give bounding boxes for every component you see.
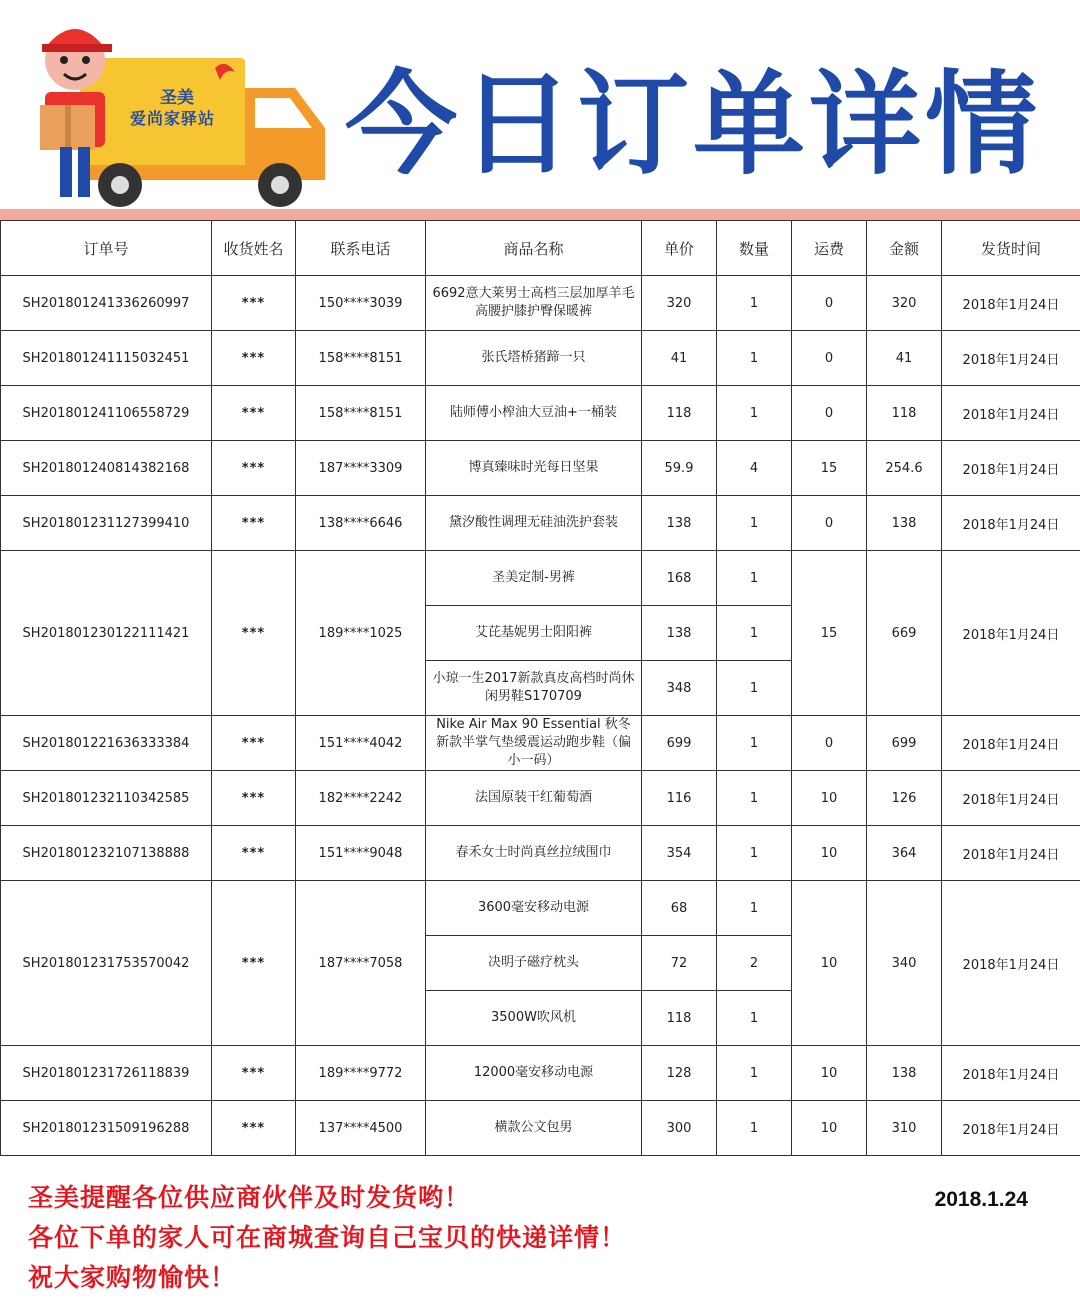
unit-price-cell: 41 <box>642 331 717 386</box>
phone-cell: 189****1025 <box>296 551 426 716</box>
freight-cell: 10 <box>792 1046 867 1101</box>
ship-date-cell: 2018年1月24日 <box>942 551 1080 716</box>
amount-cell: 699 <box>867 716 942 771</box>
freight-cell: 10 <box>792 1101 867 1156</box>
unit-price-cell: 72 <box>642 936 717 991</box>
table-row <box>1 276 1080 331</box>
quantity-cell: 1 <box>717 1101 792 1156</box>
freight-cell: 0 <box>792 386 867 441</box>
goods-name-cell: 决明子磁疗枕头 <box>426 936 642 991</box>
amount-cell: 138 <box>867 1046 942 1101</box>
recipient-name-cell: *** <box>212 1046 296 1101</box>
freight-cell: 10 <box>792 881 867 1046</box>
order-id-cell: SH201801231726118839 <box>1 1046 212 1101</box>
amount-cell: 310 <box>867 1101 942 1156</box>
order-id-cell: SH201801241106558729 <box>1 386 212 441</box>
ship-date-cell: 2018年1月24日 <box>942 771 1080 826</box>
page-header <box>0 0 1080 210</box>
table-row <box>1 441 1080 496</box>
col-header-amount: 金额 <box>867 221 942 276</box>
unit-price-cell: 138 <box>642 496 717 551</box>
col-header-order-id: 订单号 <box>1 221 212 276</box>
ship-date-cell: 2018年1月24日 <box>942 881 1080 1046</box>
amount-cell: 41 <box>867 331 942 386</box>
quantity-cell: 1 <box>717 881 792 936</box>
unit-price-cell: 116 <box>642 771 717 826</box>
notice-line-2: 各位下单的家人可在商城查询自己宝贝的快递详情！ <box>28 1223 627 1252</box>
recipient-name-cell: *** <box>212 441 296 496</box>
col-header-name: 收货姓名 <box>212 221 296 276</box>
freight-cell: 10 <box>792 771 867 826</box>
table-row <box>1 716 1080 771</box>
recipient-name-cell: *** <box>212 1101 296 1156</box>
recipient-name-cell: *** <box>212 826 296 881</box>
ship-date-cell: 2018年1月24日 <box>942 496 1080 551</box>
phone-cell: 158****8151 <box>296 331 426 386</box>
unit-price-cell: 348 <box>642 661 717 716</box>
order-id-cell: SH201801240814382168 <box>1 441 212 496</box>
quantity-cell: 1 <box>717 661 792 716</box>
footer-date: 2018.1.24 <box>934 1188 1028 1211</box>
unit-price-cell: 59.9 <box>642 441 717 496</box>
recipient-name-cell: *** <box>212 881 296 1046</box>
freight-cell: 0 <box>792 331 867 386</box>
freight-cell: 10 <box>792 826 867 881</box>
ship-date-cell: 2018年1月24日 <box>942 441 1080 496</box>
quantity-cell: 2 <box>717 936 792 991</box>
phone-cell: 182****2242 <box>296 771 426 826</box>
goods-name-cell: 横款公文包男 <box>426 1101 642 1156</box>
ship-date-cell: 2018年1月24日 <box>942 826 1080 881</box>
goods-name-cell: 3600毫安移动电源 <box>426 881 642 936</box>
goods-name-cell: 法国原装干红葡萄酒 <box>426 771 642 826</box>
phone-cell: 151****9048 <box>296 826 426 881</box>
table-row <box>1 551 1080 606</box>
quantity-cell: 1 <box>717 276 792 331</box>
amount-cell: 126 <box>867 771 942 826</box>
quantity-cell: 4 <box>717 441 792 496</box>
quantity-cell: 1 <box>717 991 792 1046</box>
phone-cell: 187****7058 <box>296 881 426 1046</box>
quantity-cell: 1 <box>717 771 792 826</box>
order-id-cell: SH201801232110342585 <box>1 771 212 826</box>
phone-cell: 187****3309 <box>296 441 426 496</box>
unit-price-cell: 699 <box>642 716 717 771</box>
order-id-cell: SH201801231127399410 <box>1 496 212 551</box>
ship-date-cell: 2018年1月24日 <box>942 716 1080 771</box>
table-row <box>1 331 1080 386</box>
freight-cell: 0 <box>792 716 867 771</box>
unit-price-cell: 128 <box>642 1046 717 1101</box>
recipient-name-cell: *** <box>212 331 296 386</box>
orders-table <box>0 220 1080 1156</box>
unit-price-cell: 118 <box>642 386 717 441</box>
col-header-ship-date: 发货时间 <box>942 221 1080 276</box>
table-row <box>1 1101 1080 1156</box>
amount-cell: 320 <box>867 276 942 331</box>
quantity-cell: 1 <box>717 826 792 881</box>
amount-cell: 138 <box>867 496 942 551</box>
table-row <box>1 826 1080 881</box>
orders-table-body <box>1 276 1080 1156</box>
order-id-cell: SH201801231753570042 <box>1 881 212 1046</box>
unit-price-cell: 354 <box>642 826 717 881</box>
order-id-cell: SH201801221636333384 <box>1 716 212 771</box>
recipient-name-cell: *** <box>212 716 296 771</box>
goods-name-cell: 陆师傅小榨油大豆油+一桶装 <box>426 386 642 441</box>
quantity-cell: 1 <box>717 606 792 661</box>
brand-name: 圣美 <box>160 88 194 108</box>
goods-name-cell: 6692意大莱男士高档三层加厚羊毛高腰护膝护臀保暖裤 <box>426 276 642 331</box>
recipient-name-cell: *** <box>212 496 296 551</box>
ship-date-cell: 2018年1月24日 <box>942 331 1080 386</box>
goods-name-cell: 春禾女士时尚真丝拉绒围巾 <box>426 826 642 881</box>
recipient-name-cell: *** <box>212 551 296 716</box>
table-row <box>1 881 1080 936</box>
col-header-freight: 运费 <box>792 221 867 276</box>
ship-date-cell: 2018年1月24日 <box>942 276 1080 331</box>
phone-cell: 138****6646 <box>296 496 426 551</box>
order-id-cell: SH201801232107138888 <box>1 826 212 881</box>
quantity-cell: 1 <box>717 551 792 606</box>
order-id-cell: SH201801231509196288 <box>1 1101 212 1156</box>
phone-cell: 189****9772 <box>296 1046 426 1101</box>
amount-cell: 118 <box>867 386 942 441</box>
ship-date-cell: 2018年1月24日 <box>942 1046 1080 1101</box>
goods-name-cell: 3500W吹风机 <box>426 991 642 1046</box>
unit-price-cell: 320 <box>642 276 717 331</box>
goods-name-cell: 小琼一生2017新款真皮高档时尚休闲男鞋S170709 <box>426 661 642 716</box>
quantity-cell: 1 <box>717 716 792 771</box>
brand-subtitle: 爱尚家驿站 <box>130 109 216 128</box>
table-row <box>1 771 1080 826</box>
ship-date-cell: 2018年1月24日 <box>942 386 1080 441</box>
unit-price-cell: 138 <box>642 606 717 661</box>
quantity-cell: 1 <box>717 496 792 551</box>
col-header-price: 单价 <box>642 221 717 276</box>
ship-date-cell: 2018年1月24日 <box>942 1101 1080 1156</box>
order-id-cell: SH201801241336260997 <box>1 276 212 331</box>
goods-name-cell: 张氏塔桥猪蹄一只 <box>426 331 642 386</box>
goods-name-cell: 艾芘基妮男士阳阳裤 <box>426 606 642 661</box>
quantity-cell: 1 <box>717 331 792 386</box>
recipient-name-cell: *** <box>212 276 296 331</box>
phone-cell: 151****4042 <box>296 716 426 771</box>
table-row <box>1 496 1080 551</box>
col-header-goods: 商品名称 <box>426 221 642 276</box>
page-title: 今日订单详情 <box>345 60 1041 190</box>
col-header-phone: 联系电话 <box>296 221 426 276</box>
quantity-cell: 1 <box>717 1046 792 1101</box>
amount-cell: 364 <box>867 826 942 881</box>
phone-cell: 137****4500 <box>296 1101 426 1156</box>
goods-name-cell: 12000毫安移动电源 <box>426 1046 642 1101</box>
unit-price-cell: 168 <box>642 551 717 606</box>
freight-cell: 0 <box>792 276 867 331</box>
goods-name-cell: 博真臻味时光每日坚果 <box>426 441 642 496</box>
table-header-row <box>1 221 1080 276</box>
unit-price-cell: 300 <box>642 1101 717 1156</box>
amount-cell: 340 <box>867 881 942 1046</box>
order-id-cell: SH201801230122111421 <box>1 551 212 716</box>
amount-cell: 254.6 <box>867 441 942 496</box>
goods-name-cell: 圣美定制-男裤 <box>426 551 642 606</box>
table-row <box>1 1046 1080 1101</box>
col-header-qty: 数量 <box>717 221 792 276</box>
unit-price-cell: 118 <box>642 991 717 1046</box>
recipient-name-cell: *** <box>212 386 296 441</box>
table-row <box>1 386 1080 441</box>
freight-cell: 0 <box>792 496 867 551</box>
notice-line-1: 圣美提醒各位供应商伙伴及时发货哟！ <box>28 1183 471 1212</box>
goods-name-cell: Nike Air Max 90 Essential 秋冬新款半掌气垫缓震运动跑步鞋（偏小一码） <box>426 716 642 771</box>
phone-cell: 158****8151 <box>296 386 426 441</box>
unit-price-cell: 68 <box>642 881 717 936</box>
freight-cell: 15 <box>792 551 867 716</box>
freight-cell: 15 <box>792 441 867 496</box>
notice-line-3: 祝大家购物愉快！ <box>28 1263 237 1292</box>
amount-cell: 669 <box>867 551 942 716</box>
recipient-name-cell: *** <box>212 771 296 826</box>
order-id-cell: SH201801241115032451 <box>1 331 212 386</box>
goods-name-cell: 黛汐酸性调理无硅油洗护套装 <box>426 496 642 551</box>
phone-cell: 150****3039 <box>296 276 426 331</box>
quantity-cell: 1 <box>717 386 792 441</box>
header-divider <box>0 209 1080 220</box>
